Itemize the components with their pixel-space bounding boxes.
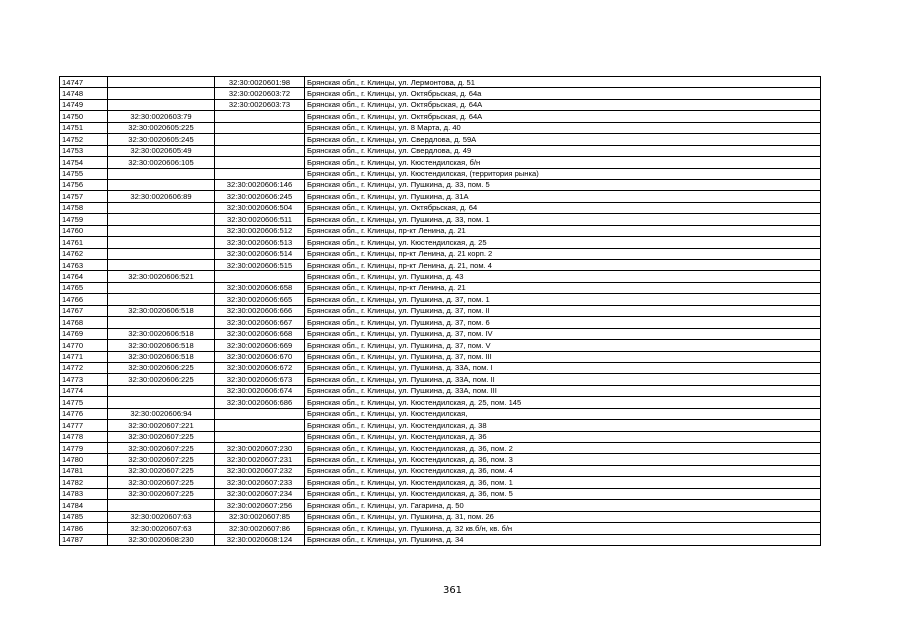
address-cell: Брянская обл., г. Клинцы, ул. Кюстендилская, д. 36 <box>305 431 821 442</box>
address-cell: Брянская обл., г. Клинцы, ул. Пушкина, д. 31А <box>305 191 821 202</box>
address-cell: Брянская обл., г. Клинцы, ул. Кюстендилская, д. 36, пом. 4 <box>305 465 821 476</box>
table-row <box>60 362 821 373</box>
building-cadastral-cell: 32:30:0020606:245 <box>215 191 305 202</box>
table-row <box>60 328 821 339</box>
row-number-cell: 14755 <box>60 168 108 179</box>
table-row <box>60 88 821 99</box>
building-cadastral-cell: 32:30:0020607:234 <box>215 488 305 499</box>
land-cadastral-cell <box>108 202 215 213</box>
land-cadastral-cell: 32:30:0020606:225 <box>108 362 215 373</box>
table-row <box>60 305 821 316</box>
row-number-cell: 14763 <box>60 260 108 271</box>
address-cell: Брянская обл., г. Клинцы, ул. Пушкина, д. 37, пом. 1 <box>305 294 821 305</box>
land-cadastral-cell: 32:30:0020605:245 <box>108 134 215 145</box>
building-cadastral-cell: 32:30:0020607:85 <box>215 511 305 522</box>
row-number-cell: 14781 <box>60 465 108 476</box>
row-number-cell: 14774 <box>60 385 108 396</box>
land-cadastral-cell: 32:30:0020606:518 <box>108 340 215 351</box>
address-cell: Брянская обл., г. Клинцы, ул. Кюстендилская, д. 25, пом. 145 <box>305 397 821 408</box>
address-cell: Брянская обл., г. Клинцы, ул. Гагарина, д. 50 <box>305 500 821 511</box>
page-number: 361 <box>442 585 463 596</box>
address-cell: Брянская обл., г. Клинцы, ул. Октябрьская, д. 64 <box>305 202 821 213</box>
address-cell: Брянская обл., г. Клинцы, ул. Кюстендилская, <box>305 408 821 419</box>
row-number-cell: 14751 <box>60 122 108 133</box>
table-row <box>60 488 821 499</box>
row-number-cell: 14766 <box>60 294 108 305</box>
row-number-cell: 14750 <box>60 111 108 122</box>
building-cadastral-cell: 32:30:0020606:504 <box>215 202 305 213</box>
table-row <box>60 260 821 271</box>
address-cell: Брянская обл., г. Клинцы, ул. Пушкина, д. 31, пом. 26 <box>305 511 821 522</box>
property-table-container <box>59 76 821 546</box>
row-number-cell: 14769 <box>60 328 108 339</box>
building-cadastral-cell: 32:30:0020603:73 <box>215 99 305 110</box>
land-cadastral-cell <box>108 77 215 88</box>
property-table-body <box>60 77 821 546</box>
address-cell: Брянская обл., г. Клинцы, ул. Пушкина, д. 33А, пом. II <box>305 374 821 385</box>
table-row <box>60 500 821 511</box>
row-number-cell: 14771 <box>60 351 108 362</box>
table-row <box>60 168 821 179</box>
building-cadastral-cell: 32:30:0020608:124 <box>215 534 305 545</box>
building-cadastral-cell: 32:30:0020607:86 <box>215 523 305 534</box>
building-cadastral-cell: 32:30:0020606:658 <box>215 282 305 293</box>
address-cell: Брянская обл., г. Клинцы, пр-кт Ленина, д. 21 <box>305 282 821 293</box>
address-cell: Брянская обл., г. Клинцы, ул. Пушкина, д. 37, пом. IV <box>305 328 821 339</box>
land-cadastral-cell <box>108 260 215 271</box>
building-cadastral-cell: 32:30:0020607:232 <box>215 465 305 476</box>
land-cadastral-cell: 32:30:0020607:225 <box>108 477 215 488</box>
land-cadastral-cell: 32:30:0020606:94 <box>108 408 215 419</box>
table-row <box>60 397 821 408</box>
row-number-cell: 14767 <box>60 305 108 316</box>
building-cadastral-cell <box>215 408 305 419</box>
table-row <box>60 271 821 282</box>
building-cadastral-cell: 32:30:0020606:668 <box>215 328 305 339</box>
table-row <box>60 248 821 259</box>
building-cadastral-cell: 32:30:0020607:231 <box>215 454 305 465</box>
address-cell: Брянская обл., г. Клинцы, ул. Свердлова, д. 59А <box>305 134 821 145</box>
address-cell: Брянская обл., г. Клинцы, ул. Кюстендилская, д. 36, пом. 2 <box>305 443 821 454</box>
row-number-cell: 14752 <box>60 134 108 145</box>
row-number-cell: 14778 <box>60 431 108 442</box>
row-number-cell: 14772 <box>60 362 108 373</box>
land-cadastral-cell <box>108 179 215 190</box>
land-cadastral-cell <box>108 397 215 408</box>
building-cadastral-cell <box>215 134 305 145</box>
row-number-cell: 14764 <box>60 271 108 282</box>
address-cell: Брянская обл., г. Клинцы, ул. Кюстендилская, б/н <box>305 157 821 168</box>
row-number-cell: 14768 <box>60 317 108 328</box>
building-cadastral-cell: 32:30:0020606:514 <box>215 248 305 259</box>
land-cadastral-cell: 32:30:0020606:518 <box>108 351 215 362</box>
address-cell: Брянская обл., г. Клинцы, ул. Октябрьская, д. 64А <box>305 111 821 122</box>
address-cell: Брянская обл., г. Клинцы, пр-кт Ленина, д. 21, пом. 4 <box>305 260 821 271</box>
land-cadastral-cell: 32:30:0020603:79 <box>108 111 215 122</box>
land-cadastral-cell: 32:30:0020608:230 <box>108 534 215 545</box>
land-cadastral-cell: 32:30:0020607:225 <box>108 454 215 465</box>
table-row <box>60 534 821 545</box>
building-cadastral-cell: 32:30:0020606:146 <box>215 179 305 190</box>
row-number-cell: 14749 <box>60 99 108 110</box>
building-cadastral-cell: 32:30:0020603:72 <box>215 88 305 99</box>
table-row <box>60 77 821 88</box>
address-cell: Брянская обл., г. Клинцы, ул. Пушкина, д. 37, пом. 6 <box>305 317 821 328</box>
building-cadastral-cell: 32:30:0020606:686 <box>215 397 305 408</box>
land-cadastral-cell: 32:30:0020605:225 <box>108 122 215 133</box>
table-row <box>60 408 821 419</box>
table-row <box>60 465 821 476</box>
address-cell: Брянская обл., г. Клинцы, ул. Пушкина, д. 37, пом. III <box>305 351 821 362</box>
land-cadastral-cell: 32:30:0020606:89 <box>108 191 215 202</box>
row-number-cell: 14773 <box>60 374 108 385</box>
building-cadastral-cell <box>215 122 305 133</box>
row-number-cell: 14786 <box>60 523 108 534</box>
table-row <box>60 157 821 168</box>
row-number-cell: 14761 <box>60 237 108 248</box>
land-cadastral-cell <box>108 294 215 305</box>
row-number-cell: 14783 <box>60 488 108 499</box>
building-cadastral-cell: 32:30:0020606:513 <box>215 237 305 248</box>
address-cell: Брянская обл., г. Клинцы, ул. Кюстендилская, д. 38 <box>305 420 821 431</box>
row-number-cell: 14780 <box>60 454 108 465</box>
row-number-cell: 14759 <box>60 214 108 225</box>
address-cell: Брянская обл., г. Клинцы, ул. Пушкина, д. 37, пом. II <box>305 305 821 316</box>
row-number-cell: 14782 <box>60 477 108 488</box>
land-cadastral-cell: 32:30:0020606:518 <box>108 305 215 316</box>
building-cadastral-cell: 32:30:0020606:511 <box>215 214 305 225</box>
address-cell: Брянская обл., г. Клинцы, ул. Пушкина, д. 33А, пом. III <box>305 385 821 396</box>
land-cadastral-cell: 32:30:0020607:225 <box>108 431 215 442</box>
table-row <box>60 225 821 236</box>
row-number-cell: 14776 <box>60 408 108 419</box>
building-cadastral-cell: 32:30:0020606:669 <box>215 340 305 351</box>
table-row <box>60 99 821 110</box>
building-cadastral-cell: 32:30:0020606:673 <box>215 374 305 385</box>
table-row <box>60 111 821 122</box>
table-row <box>60 477 821 488</box>
building-cadastral-cell <box>215 145 305 156</box>
land-cadastral-cell <box>108 317 215 328</box>
address-cell: Брянская обл., г. Клинцы, ул. Пушкина, д. 33А, пом. I <box>305 362 821 373</box>
address-cell: Брянская обл., г. Клинцы, ул. Октябрьская, д. 64А <box>305 99 821 110</box>
land-cadastral-cell: 32:30:0020606:521 <box>108 271 215 282</box>
land-cadastral-cell <box>108 225 215 236</box>
row-number-cell: 14784 <box>60 500 108 511</box>
row-number-cell: 14748 <box>60 88 108 99</box>
land-cadastral-cell: 32:30:0020606:225 <box>108 374 215 385</box>
address-cell: Брянская обл., г. Клинцы, ул. Октябрьская, д. 64а <box>305 88 821 99</box>
building-cadastral-cell: 32:30:0020607:256 <box>215 500 305 511</box>
address-cell: Брянская обл., г. Клинцы, ул. Кюстендилская, (территория рынка) <box>305 168 821 179</box>
table-row <box>60 420 821 431</box>
address-cell: Брянская обл., г. Клинцы, ул. Кюстендилская, д. 36, пом. 5 <box>305 488 821 499</box>
address-cell: Брянская обл., г. Клинцы, ул. Пушкина, д. 33, пом. 1 <box>305 214 821 225</box>
land-cadastral-cell: 32:30:0020607:225 <box>108 465 215 476</box>
address-cell: Брянская обл., г. Клинцы, ул. Свердлова, д. 49 <box>305 145 821 156</box>
building-cadastral-cell <box>215 431 305 442</box>
building-cadastral-cell <box>215 420 305 431</box>
address-cell: Брянская обл., г. Клинцы, ул. Пушкина, д. 33, пом. 5 <box>305 179 821 190</box>
table-row <box>60 511 821 522</box>
land-cadastral-cell <box>108 282 215 293</box>
table-row <box>60 122 821 133</box>
table-row <box>60 237 821 248</box>
building-cadastral-cell: 32:30:0020607:233 <box>215 477 305 488</box>
row-number-cell: 14762 <box>60 248 108 259</box>
table-row <box>60 134 821 145</box>
table-row <box>60 214 821 225</box>
table-row <box>60 179 821 190</box>
table-row <box>60 282 821 293</box>
land-cadastral-cell: 32:30:0020605:49 <box>108 145 215 156</box>
table-row <box>60 294 821 305</box>
land-cadastral-cell <box>108 214 215 225</box>
building-cadastral-cell: 32:30:0020607:230 <box>215 443 305 454</box>
row-number-cell: 14779 <box>60 443 108 454</box>
table-row <box>60 523 821 534</box>
address-cell: Брянская обл., г. Клинцы, ул. Кюстендилская, д. 36, пом. 3 <box>305 454 821 465</box>
building-cadastral-cell: 32:30:0020606:665 <box>215 294 305 305</box>
row-number-cell: 14777 <box>60 420 108 431</box>
address-cell: Брянская обл., г. Клинцы, ул. Кюстендилская, д. 25 <box>305 237 821 248</box>
row-number-cell: 14760 <box>60 225 108 236</box>
address-cell: Брянская обл., г. Клинцы, пр-кт Ленина, д. 21 корп. 2 <box>305 248 821 259</box>
building-cadastral-cell: 32:30:0020606:666 <box>215 305 305 316</box>
row-number-cell: 14787 <box>60 534 108 545</box>
address-cell: Брянская обл., г. Клинцы, ул. Лермонтова, д. 51 <box>305 77 821 88</box>
address-cell: Брянская обл., г. Клинцы, пр-кт Ленина, д. 21 <box>305 225 821 236</box>
table-row <box>60 454 821 465</box>
row-number-cell: 14770 <box>60 340 108 351</box>
land-cadastral-cell <box>108 99 215 110</box>
land-cadastral-cell <box>108 248 215 259</box>
row-number-cell: 14775 <box>60 397 108 408</box>
building-cadastral-cell: 32:30:0020606:670 <box>215 351 305 362</box>
table-row <box>60 374 821 385</box>
land-cadastral-cell: 32:30:0020606:518 <box>108 328 215 339</box>
land-cadastral-cell <box>108 237 215 248</box>
address-cell: Брянская обл., г. Клинцы, ул. Пушкина, д. 37, пом. V <box>305 340 821 351</box>
table-row <box>60 145 821 156</box>
building-cadastral-cell: 32:30:0020606:672 <box>215 362 305 373</box>
row-number-cell: 14756 <box>60 179 108 190</box>
row-number-cell: 14753 <box>60 145 108 156</box>
table-row <box>60 385 821 396</box>
land-cadastral-cell: 32:30:0020607:225 <box>108 488 215 499</box>
building-cadastral-cell: 32:30:0020606:667 <box>215 317 305 328</box>
row-number-cell: 14747 <box>60 77 108 88</box>
address-cell: Брянская обл., г. Клинцы, ул. Пушкина, д. 43 <box>305 271 821 282</box>
row-number-cell: 14758 <box>60 202 108 213</box>
land-cadastral-cell <box>108 500 215 511</box>
table-row <box>60 431 821 442</box>
address-cell: Брянская обл., г. Клинцы, ул. Пушкина, д. 34 <box>305 534 821 545</box>
table-row <box>60 191 821 202</box>
address-cell: Брянская обл., г. Клинцы, ул. 8 Марта, д. 40 <box>305 122 821 133</box>
table-row <box>60 202 821 213</box>
property-table <box>59 76 821 546</box>
land-cadastral-cell: 32:30:0020607:221 <box>108 420 215 431</box>
address-cell: Брянская обл., г. Клинцы, ул. Пушкина, д. 32 кв.б/н, кв. б/н <box>305 523 821 534</box>
building-cadastral-cell <box>215 111 305 122</box>
land-cadastral-cell: 32:30:0020607:63 <box>108 523 215 534</box>
row-number-cell: 14765 <box>60 282 108 293</box>
land-cadastral-cell <box>108 88 215 99</box>
address-cell: Брянская обл., г. Клинцы, ул. Кюстендилская, д. 36, пом. 1 <box>305 477 821 488</box>
building-cadastral-cell: 32:30:0020606:515 <box>215 260 305 271</box>
row-number-cell: 14785 <box>60 511 108 522</box>
building-cadastral-cell: 32:30:0020606:512 <box>215 225 305 236</box>
land-cadastral-cell: 32:30:0020606:105 <box>108 157 215 168</box>
land-cadastral-cell: 32:30:0020607:225 <box>108 443 215 454</box>
land-cadastral-cell: 32:30:0020607:63 <box>108 511 215 522</box>
land-cadastral-cell <box>108 385 215 396</box>
row-number-cell: 14757 <box>60 191 108 202</box>
building-cadastral-cell: 32:30:0020601:98 <box>215 77 305 88</box>
table-row <box>60 443 821 454</box>
building-cadastral-cell: 32:30:0020606:674 <box>215 385 305 396</box>
table-row <box>60 317 821 328</box>
building-cadastral-cell <box>215 271 305 282</box>
table-row <box>60 351 821 362</box>
building-cadastral-cell <box>215 168 305 179</box>
land-cadastral-cell <box>108 168 215 179</box>
table-row <box>60 340 821 351</box>
row-number-cell: 14754 <box>60 157 108 168</box>
building-cadastral-cell <box>215 157 305 168</box>
